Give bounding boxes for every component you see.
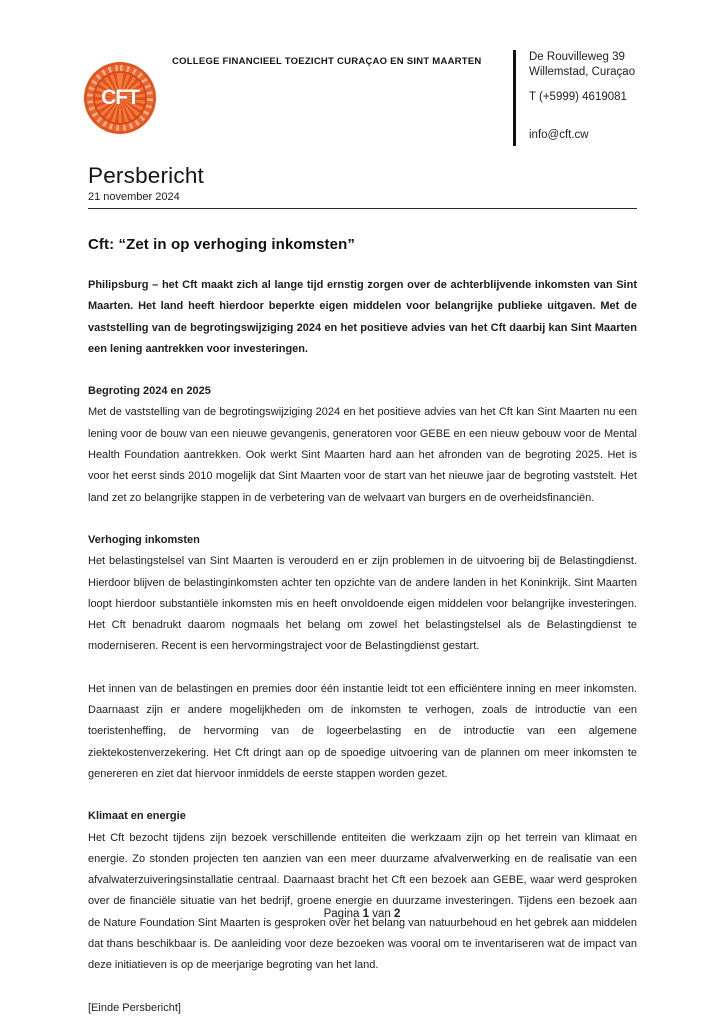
section-paragraph: Het Cft bezocht tijdens zijn bezoek verschillende entiteiten die werkzaam zijn op het terrein van klimaat en energie. Zo stonden projecten ten aanzien van een meer duurzame afvalverwerking en de realisatie van een afvalwaterzuiveringsinstallatie centraal. Daarnaast bracht het Cft een bezoek aan GEBE, waar werd gesproken over de financiële situatie van het bedrijf, groene energie en duurzame investeringen. Tijdens een bezoek aan de Nature Foundation Sint Maarten is gesproken over het belang van natuurbehoud en het gebrek aan middelen dat thans beschikbaar is. De aanleiding voor deze bezoeken was vooral om te inventariseren wat de impact van deze initiatieven is op de meerjarige begroting van het land. (88, 831, 637, 972)
footer-separator: van (369, 908, 394, 920)
address-line-2: Willemstad, Curaçao (529, 66, 636, 78)
header-divider (88, 208, 637, 209)
cft-logo-text: CFT (101, 86, 139, 109)
section-heading-klimaat-energie: Klimaat en energie (88, 810, 186, 823)
footer-prefix: Pagina (323, 908, 363, 920)
document-body (0, 163, 724, 1019)
press-release-title: Cft: “Zet in op verhoging inkomsten” (88, 236, 355, 253)
email-address: info@cft.cw (529, 129, 589, 141)
footer-page-number: 1 (362, 908, 370, 920)
letterhead (0, 0, 724, 163)
section-paragraph: Het belastingstelsel van Sint Maarten is verouderd en er zijn problemen in de uitvoering bij de Belastingdienst. Hierdoor blijven de belastinginkomsten achter ten opzichte van de andere landen in het Koninkrijk. Sint Maarten loopt hierdoor substantiële inkomsten mis en heeft onvoldoende eigen middelen voor belangrijke investeringen. Het Cft benadrukt daarom nogmaals het belang om zowel het belastingstelsel als de Belastingdienst te moderniseren. Recent is een hervormingstraject voor de Belastingdienst gestart. (88, 555, 637, 653)
cft-logo (84, 62, 156, 134)
document-type-label: Persbericht (88, 163, 204, 188)
lead-paragraph: Philipsburg – het Cft maakt zich al lange tijd ernstig zorgen over de achterblijvende inkomsten van Sint Maarten. Het land heeft hierdoor beperkte eigen middelen voor belangrijke publieke uitgaven. Met de vaststelling van de begrotingswijziging 2024 en het positieve advies van het Cft daarbij kan Sint Maarten een lening aantrekken voor investeringen. (88, 279, 637, 355)
end-note: [Einde Persbericht] (88, 1001, 181, 1014)
section-paragraph: Met de vaststelling van de begrotingswijziging 2024 en het positieve advies van het Cft kan Sint Maarten nu een lening voor de bouw van een nieuwe gevangenis, generatoren voor GEBE en een nieuw gebouw voor de Mental Health Foundation aantrekken. Ook werkt Sint Maarten hard aan het afronden van de begroting 2025. Het is voor het eerst sinds 2010 mogelijk dat Sint Maarten voor de start van het nieuwe jaar de begroting vaststelt. Het land zet zo belangrijke stappen in de verbetering van de welvaart van burgers en de overheidsfinanciën. (88, 406, 637, 504)
organization-name: COLLEGE FINANCIEEL TOEZICHT CURAÇAO EN SINT MAARTEN (172, 56, 482, 67)
section-paragraph: Het innen van de belastingen en premies door één instantie leidt tot een efficiëntere inning en meer inkomsten. Daarnaast zijn er andere mogelijkheden om de inkomsten te verhogen, zoals de introductie van een toeristenheffing, de hervorming van de logeerbelasting en de introductie van een algemene ziektekostenverzekering. Het Cft dringt aan op de spoedige uitvoering van de plannen om meer inkomsten te genereren en ziet dat hiervoor inmiddels de eerste stappen worden gezet. (88, 682, 637, 780)
footer-total-pages: 2 (393, 908, 401, 920)
section-heading-begroting: Begroting 2024 en 2025 (88, 385, 211, 398)
phone-number: T (+5999) 4619081 (529, 91, 627, 103)
cft-logo-badge (95, 73, 145, 123)
address-line-1: De Rouvilleweg 39 (529, 51, 625, 63)
contact-block (513, 50, 635, 146)
page-footer (0, 908, 724, 920)
document-date: 21 november 2024 (88, 191, 180, 203)
section-heading-verhoging-inkomsten: Verhoging inkomsten (88, 533, 200, 546)
